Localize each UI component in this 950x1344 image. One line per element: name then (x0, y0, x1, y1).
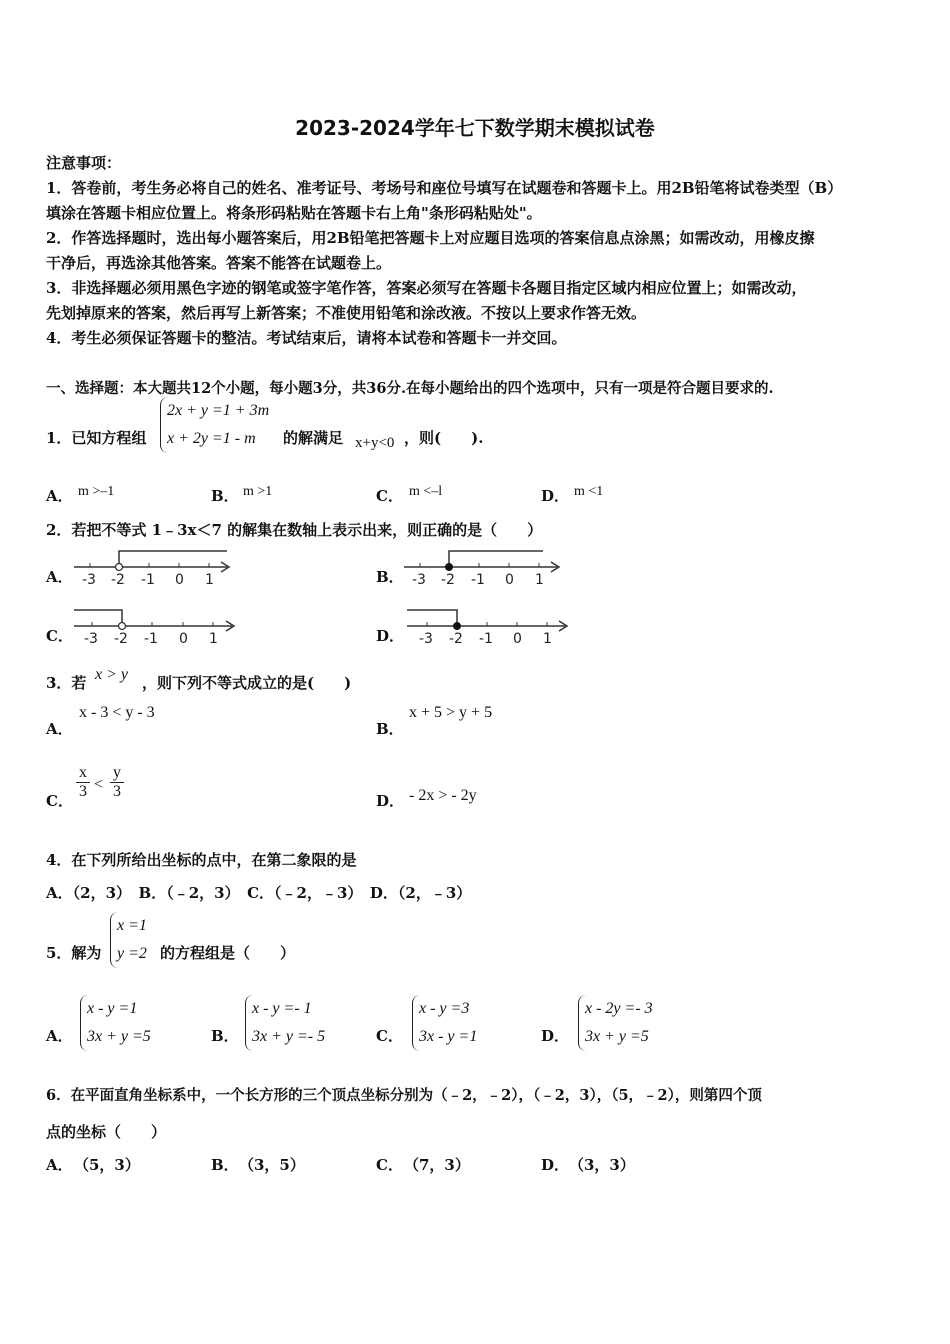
q3-option-a-label: A． (46, 720, 73, 738)
q3-option-b: x + 5 > y + 5 (409, 704, 493, 721)
q4-options: A．（2，3） B．（﹣2，3） C．（﹣2，﹣3） D．（2，﹣3） (46, 884, 472, 902)
q5-option-d-label: D． (541, 1027, 570, 1045)
q1-option-a-label: A． (46, 487, 73, 505)
q2-option-c-label: C． (46, 627, 73, 645)
q6-option-d: （3，3） (569, 1156, 635, 1174)
notice-line: 先划掉原来的答案，然后再写上新答案；不准使用铅笔和涂改液。不按以上要求作答无效。 (46, 304, 647, 322)
q6-option-a-label: A． (46, 1156, 73, 1174)
q6-stem-line2: 点的坐标（ ） (46, 1123, 167, 1141)
q5-option-b-system (245, 995, 325, 1051)
equation: 3x - y =1 (419, 1028, 478, 1045)
q5-option-b-label: B． (211, 1027, 239, 1045)
q1-system (160, 397, 269, 453)
tick-label: -3 (419, 631, 433, 647)
tick-label: 1 (535, 572, 544, 588)
notice-heading: 注意事项： (46, 154, 122, 172)
equation: x - y =1 (87, 1000, 138, 1017)
q1-mid: 的解满足 (283, 429, 344, 447)
q5-option-c-system (412, 995, 477, 1051)
notice-line: 填涂在答题卡相应位置上。将条形码粘贴在答题卡右上角"条形码粘贴处"。 (46, 204, 542, 222)
tick-label: -2 (114, 631, 128, 647)
q2-number-line-c (70, 604, 240, 649)
q5-solution (110, 912, 147, 968)
q6-option-d-label: D． (541, 1156, 570, 1174)
tick-label: -1 (479, 631, 493, 647)
q3-condition: x > y (95, 666, 128, 683)
section-heading: 一、选择题：本大题共12个小题，每小题3分，共36分.在每小题给出的四个选项中，只有一项是符合题目要求的. (46, 380, 774, 397)
tick-label: 0 (175, 572, 184, 588)
q2-option-b-label: B． (376, 568, 404, 586)
tick-label: 1 (543, 631, 552, 647)
equation: x - y =- 1 (252, 1000, 312, 1017)
tick-label: -1 (144, 631, 158, 647)
q2-option-d-label: D． (376, 627, 405, 645)
notice-line: 1．答卷前，考生务必将自己的姓名、准考证号、考场号和座位号填写在试题卷和答题卡上。用2B铅笔将试卷类型（B） (46, 179, 843, 197)
q3-option-c-fraction-right (110, 764, 124, 801)
q5-solution-x: x =1 (117, 917, 147, 934)
q5-option-a-system (80, 995, 151, 1051)
q5-option-d-system (578, 995, 653, 1051)
q5-prefix: 5．解为 (46, 944, 102, 962)
q6-option-b-label: B． (211, 1156, 239, 1174)
q1-option-d-label: D． (541, 487, 570, 505)
tick-label: -2 (111, 572, 125, 588)
tick-label: -3 (412, 572, 426, 588)
equation: 3x + y =- 5 (252, 1028, 326, 1045)
numerator: y (113, 764, 121, 781)
tick-label: 1 (205, 572, 214, 588)
equation: 3x + y =5 (87, 1028, 151, 1045)
tick-label: 0 (505, 572, 514, 588)
notice-line: 3．非选择题必须用黑色字迹的钢笔或签字笔作答，答案必须写在答题卡各题目指定区域内相应位置上；如需改动， (46, 279, 807, 297)
equation: x - 2y =- 3 (585, 1000, 653, 1017)
q6-option-a: （5，3） (74, 1156, 140, 1174)
notice-line: 干净后，再选涂其他答案。答案不能答在试题卷上。 (46, 254, 392, 272)
notice-line: 4．考生必须保证答题卡的整洁。考试结束后，请将本试卷和答题卡一并交回。 (46, 329, 567, 347)
tick-label: -1 (141, 572, 155, 588)
equation: x - y =3 (419, 1000, 470, 1017)
q1-eq1: 2x + y =1 + 3m (167, 402, 270, 419)
q1-option-b: m >1 (243, 484, 273, 499)
q2-option-a-label: A． (46, 568, 73, 586)
q3-option-b-label: B． (376, 720, 404, 738)
q6-option-c-label: C． (376, 1156, 403, 1174)
q5-option-c-label: C． (376, 1027, 403, 1045)
q1-option-a: m >–1 (78, 484, 115, 499)
equation: 3x + y =5 (585, 1028, 649, 1045)
q2-number-line-a (70, 545, 235, 590)
tick-label: -3 (84, 631, 98, 647)
q6-stem-line1: 6．在平面直角坐标系中，一个长方形的三个顶点坐标分别为（﹣2，﹣2），（﹣2，3），（5，﹣2），则第四个顶 (46, 1087, 762, 1104)
q3-option-d: - 2x > - 2y (409, 787, 477, 804)
q1-eq2: x + 2y =1 - m (167, 430, 256, 447)
q5-suffix: 的方程组是（ ） (160, 944, 296, 962)
q5-solution-y: y =2 (117, 945, 147, 962)
q4-stem: 4．在下列所给出坐标的点中，在第二象限的是 (46, 851, 357, 869)
q3-prefix: 3．若 (46, 674, 87, 692)
denominator: 3 (110, 782, 124, 801)
q2-stem: 2．若把不等式 1﹣3x＜7 的解集在数轴上表示出来，则正确的是（ ） (46, 521, 543, 539)
q5-option-a-label: A． (46, 1027, 73, 1045)
tick-label: 0 (513, 631, 522, 647)
denominator: 3 (76, 782, 90, 801)
q6-option-c: （7，3） (404, 1156, 470, 1174)
tick-label: 1 (209, 631, 218, 647)
tick-label: 0 (179, 631, 188, 647)
page-title: 2023-2024学年七下数学期末模拟试卷 (295, 116, 655, 140)
q3-option-c-operator: < (94, 776, 104, 793)
q1-suffix: ，则( ). (404, 429, 484, 447)
q1-option-d: m <1 (574, 484, 604, 499)
tick-label: -2 (449, 631, 463, 647)
q3-option-d-label: D． (376, 792, 405, 810)
tick-label: -3 (82, 572, 96, 588)
q2-number-line-d (403, 604, 573, 649)
tick-label: -2 (441, 572, 455, 588)
numerator: x (79, 764, 87, 781)
q2-number-line-b (400, 545, 565, 590)
tick-label: -1 (471, 572, 485, 588)
q1-option-b-label: B． (211, 487, 239, 505)
notice-line: 2．作答选择题时，选出每小题答案后，用2B铅笔把答题卡上对应题目选项的答案信息点涂黑；如需改动，用橡皮擦 (46, 229, 815, 247)
q1-option-c-label: C． (376, 487, 403, 505)
q3-option-c-fraction-left (76, 764, 90, 801)
q3-option-a: x - 3 < y - 3 (79, 704, 155, 721)
q1-option-c: m <–l (409, 484, 443, 499)
q3-suffix: ，则下列不等式成立的是( ) (142, 674, 352, 692)
q3-option-c-label: C． (46, 792, 73, 810)
q1-cond: x+y<0 (355, 435, 395, 451)
q1-prefix: 1．已知方程组 (46, 429, 147, 447)
q6-option-b: （3，5） (239, 1156, 305, 1174)
